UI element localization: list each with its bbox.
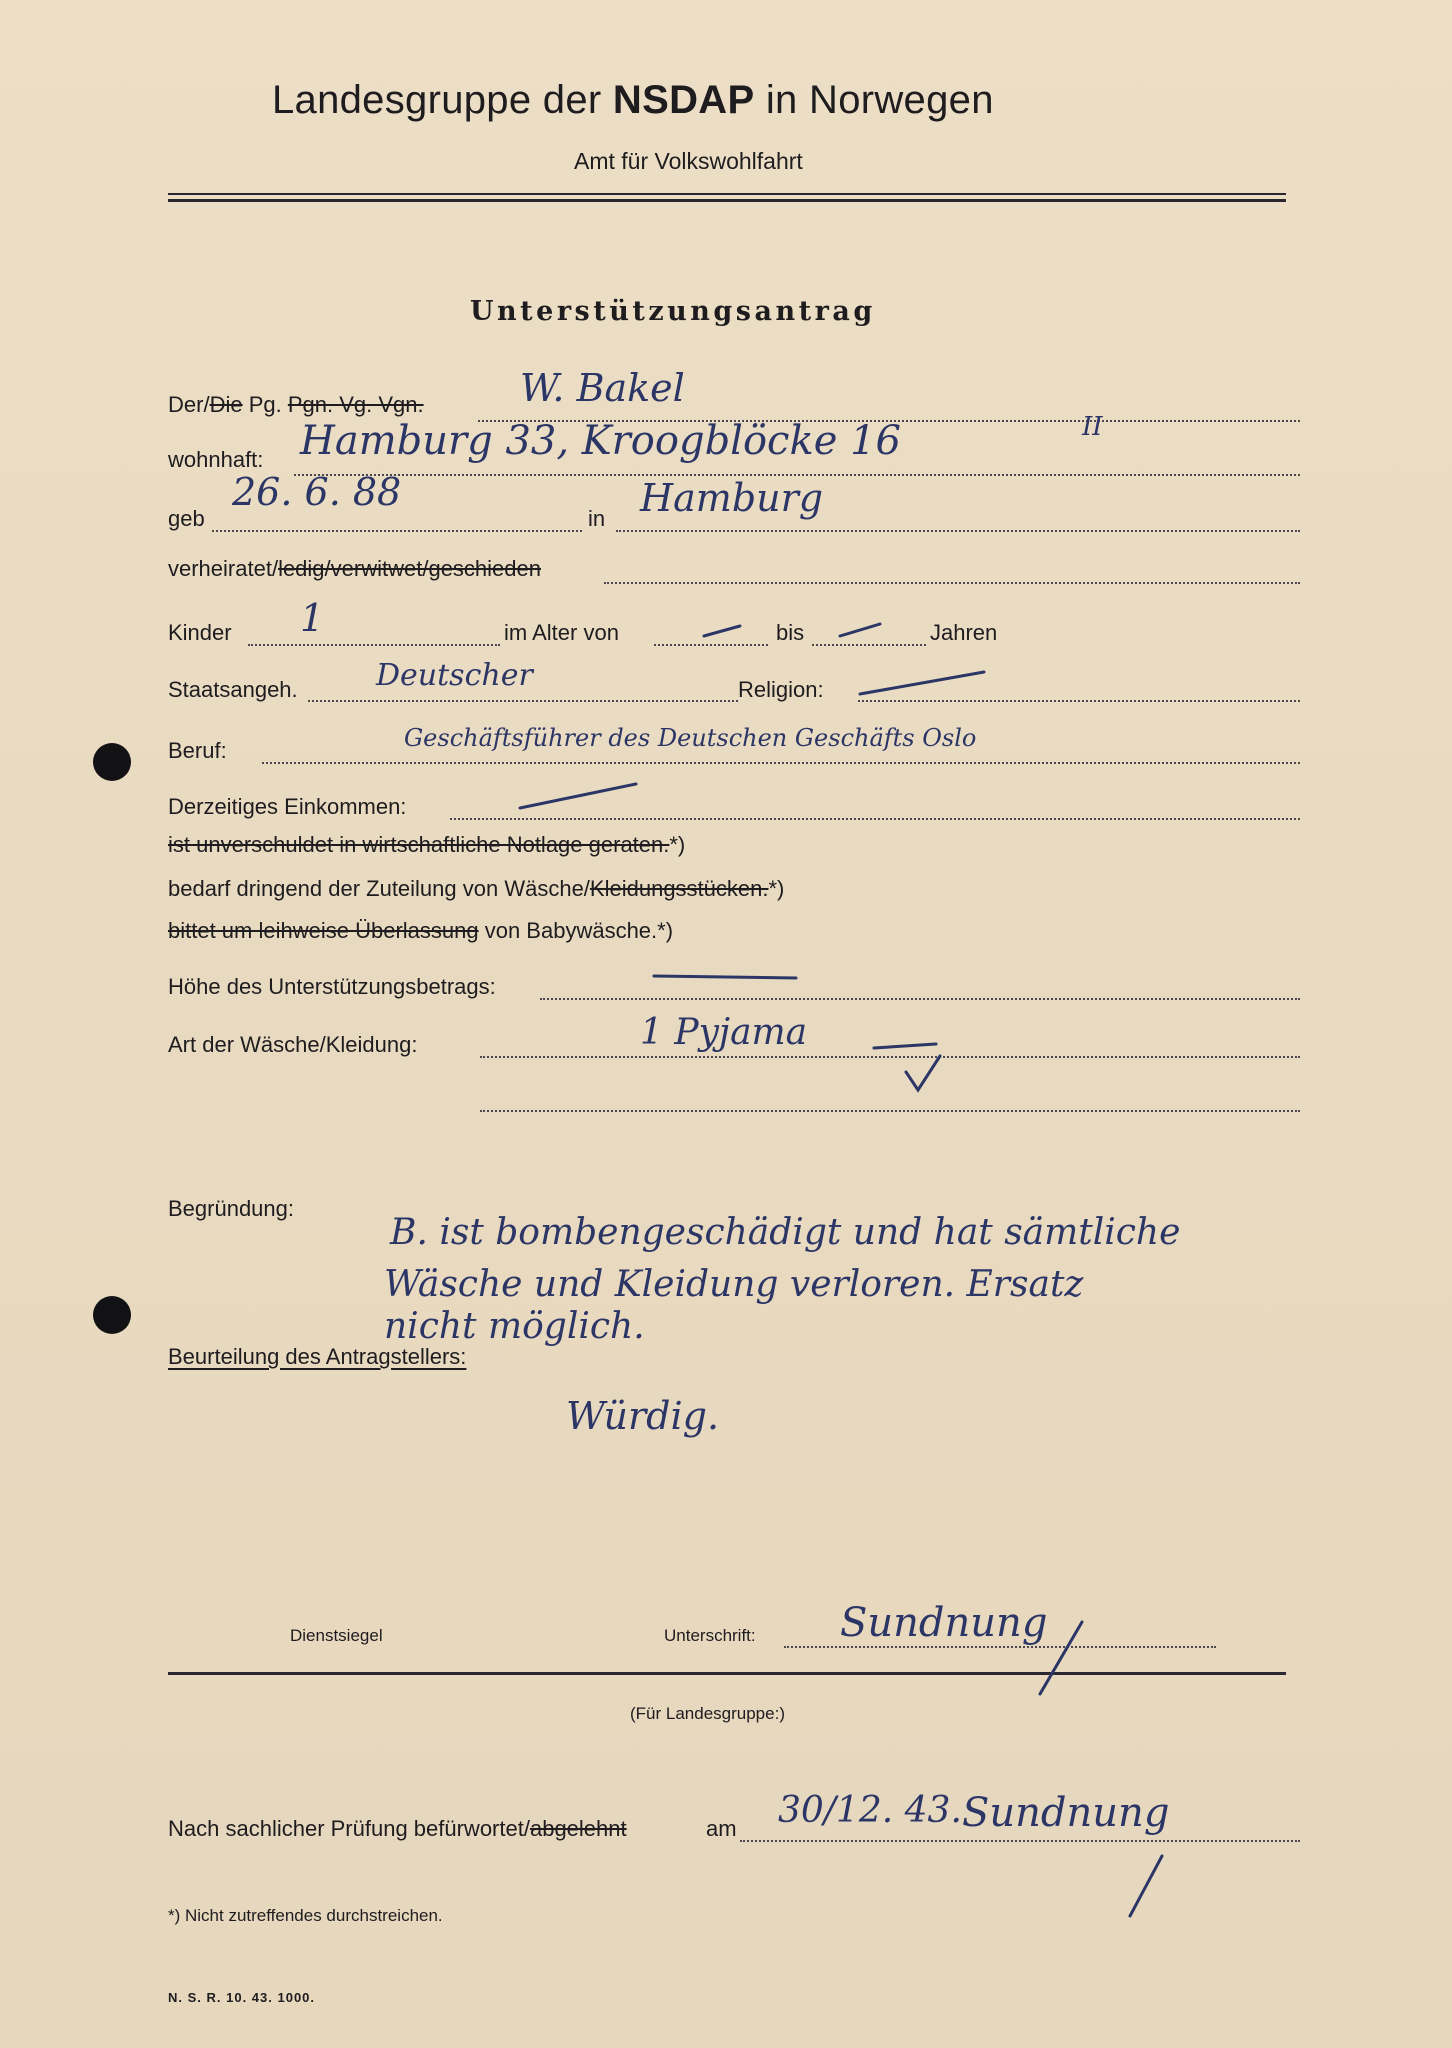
- religion-dash: [860, 672, 984, 694]
- unverschuldet-text: ist unverschuldet in wirtschaftliche Notlage geraten.*): [168, 832, 686, 857]
- dienstsiegel-label: Dienstsiegel: [290, 1626, 383, 1645]
- alter-to-line: [812, 644, 926, 646]
- page-subtitle: Amt für Volkswohlfahrt: [574, 148, 803, 174]
- birthdate-value: 26. 6. 88: [232, 470, 402, 514]
- bis-label: bis: [776, 620, 805, 645]
- punch-hole-bottom: [93, 1296, 131, 1334]
- beruf-line: [262, 762, 1300, 764]
- kinder-value: 1: [300, 596, 325, 640]
- reason-line-2: Wäsche und Kleidung verloren. Ersatz: [384, 1264, 1084, 1305]
- header-rule-top: [168, 193, 1286, 195]
- wohnhaft-label: wohnhaft:: [168, 447, 264, 472]
- approval-line: [740, 1840, 1300, 1842]
- bedarf-text: bedarf dringend der Zuteilung von Wäsche/Kleidungsstücken.*): [168, 876, 785, 901]
- beruf-value: Geschäftsführer des Deutschen Geschäfts Oslo: [404, 724, 977, 752]
- art-line-2: [480, 1110, 1300, 1112]
- beurteilung-label: Beurteilung des Antragstellers:: [168, 1344, 467, 1369]
- unterschrift-label: Unterschrift:: [664, 1626, 756, 1645]
- in-label: in: [588, 506, 606, 531]
- art-value: 1 Pyjama: [640, 1012, 808, 1053]
- religion-label: Religion:: [738, 677, 824, 702]
- approval-flourish: [1130, 1856, 1162, 1916]
- approval-signature-value: Sundnung: [962, 1790, 1170, 1836]
- art-checkmark: [906, 1056, 940, 1090]
- kinder-line: [248, 644, 500, 646]
- name-value: W. Bakel: [520, 366, 685, 410]
- art-label: Art der Wäsche/Kleidung:: [168, 1032, 418, 1057]
- beruf-label: Beruf:: [168, 738, 227, 763]
- assessment-value: Würdig.: [566, 1394, 720, 1438]
- hoehe-line: [540, 998, 1300, 1000]
- approval-date-value: 30/12. 43.: [778, 1790, 962, 1831]
- landesgruppe-rule: [168, 1672, 1286, 1675]
- reason-line-3: nicht möglich.: [384, 1306, 645, 1347]
- kinder-label: Kinder: [168, 620, 232, 645]
- nationality-line: [308, 700, 738, 702]
- hoehe-dash: [654, 976, 796, 978]
- art-underline: [874, 1044, 936, 1048]
- am-label: am: [706, 1816, 737, 1841]
- einkommen-dash: [520, 784, 636, 808]
- form-heading: Unterstützungsantrag: [470, 296, 876, 327]
- birthplace-line: [616, 530, 1300, 532]
- einkommen-label: Derzeitiges Einkommen:: [168, 794, 407, 819]
- pruefung-text: Nach sachlicher Prüfung befürwortet/abgelehnt: [168, 1816, 627, 1841]
- nationality-value: Deutscher: [376, 658, 533, 693]
- einkommen-line: [450, 818, 1300, 820]
- footnote: *) Nicht zutreffendes durchstreichen.: [168, 1906, 443, 1925]
- print-code: N. S. R. 10. 43. 1000.: [168, 1990, 316, 2005]
- hoehe-label: Höhe des Unterstützungsbetrags:: [168, 974, 496, 999]
- address-floor-value: II: [1082, 412, 1103, 442]
- address-value: Hamburg 33, Kroogblöcke 16: [300, 418, 901, 464]
- der-pg-label: Der/Die Pg. Pgn. Vg. Vgn.: [168, 392, 424, 417]
- header-rule-bottom: [168, 199, 1286, 202]
- staatsangeh-label: Staatsangeh.: [168, 677, 298, 702]
- landesgruppe-label: (Für Landesgruppe:): [630, 1704, 785, 1723]
- signature-value: Sundnung: [840, 1600, 1048, 1646]
- religion-line: [858, 700, 1300, 702]
- marital-status-label: verheiratet/ledig/verwitwet/geschieden: [168, 556, 541, 581]
- bittet-text: bittet um leihweise Überlassung von Babywäsche.*): [168, 918, 674, 943]
- alter-from-dash: [704, 626, 740, 636]
- jahren-label: Jahren: [930, 620, 998, 645]
- reason-line-1: B. ist bombengeschädigt und hat sämtliche: [390, 1212, 1181, 1253]
- alter-label: im Alter von: [504, 620, 619, 645]
- alter-from-line: [654, 644, 768, 646]
- begruendung-label: Begründung:: [168, 1196, 294, 1221]
- geb-label: geb: [168, 506, 205, 531]
- birthdate-line: [212, 530, 582, 532]
- signature-line: [784, 1646, 1216, 1648]
- page-title: Landesgruppe der NSDAP in Norwegen: [272, 78, 994, 122]
- alter-to-dash: [840, 624, 880, 636]
- birthplace-value: Hamburg: [640, 476, 824, 520]
- marital-line: [604, 582, 1300, 584]
- art-line: [480, 1056, 1300, 1058]
- punch-hole-top: [93, 743, 131, 781]
